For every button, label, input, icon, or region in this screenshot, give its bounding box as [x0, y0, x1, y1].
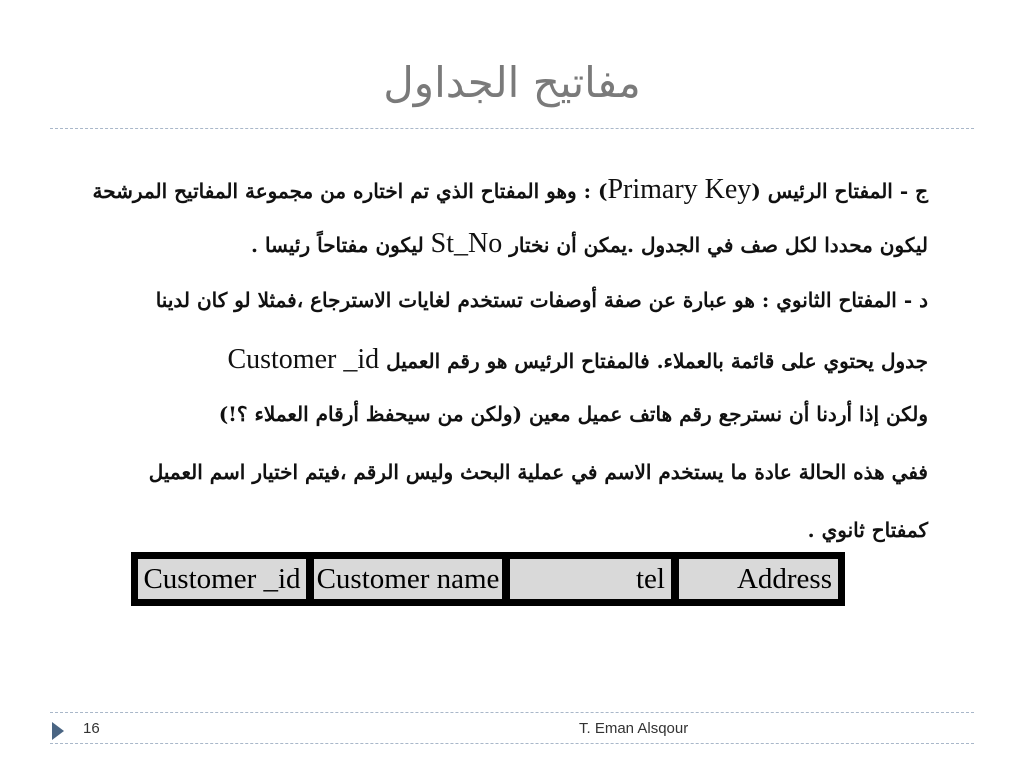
text-line-5: ولكن إذا أردنا أن نسترجع رقم هاتف عميل معين (ولكن من سيحفظ أرقام العملاء ؟!) — [218, 402, 928, 426]
text-line-4 — [88, 346, 928, 374]
line2-english: St_No — [430, 228, 503, 259]
customer-table — [131, 552, 845, 606]
line1-suffix: ) : وهو المفتاح الذي تم اختاره من مجموعة المفاتيح المرشحة — [92, 179, 608, 203]
line1-prefix: ج - المفتاح الرئيس ( — [751, 179, 928, 203]
text-line-6: ففي هذه الحالة عادة ما يستخدم الاسم في عملية البحث وليس الرقم ،فيتم اختيار اسم العميل — [148, 460, 928, 484]
table-header-cell: Customer _id — [136, 557, 308, 601]
text-line-3: د - المفتاح الثانوي : هو عبارة عن صفة أوصفات تستخدم لغايات الاسترجاع ،فمثلا لو كان لدينا — [155, 288, 928, 312]
page-number: 16 — [83, 720, 100, 737]
play-arrow-icon — [52, 722, 64, 740]
line4-prefix: جدول يحتوي على قائمة بالعملاء. فالمفتاح الرئيس هو رقم العميل — [386, 349, 928, 373]
footer-author: T. Eman Alsqour — [579, 720, 689, 737]
line1-english: Primary Key — [607, 174, 752, 205]
line4-english: Customer _id — [227, 344, 380, 375]
footer-divider-top — [50, 712, 974, 713]
title-divider — [50, 128, 974, 129]
table-header-cell: Address — [677, 557, 840, 601]
table-header-cell: tel — [508, 557, 673, 601]
slide-title: مفاتيح الجداول — [383, 58, 641, 107]
line2-prefix: ليكون محددا لكل صف في الجدول .يمكن أن نختار — [509, 233, 928, 257]
text-line-1 — [88, 176, 928, 204]
text-line-2 — [88, 230, 928, 258]
line2-suffix: ليكون مفتاحاً رئيسا . — [251, 233, 424, 257]
footer-divider-bottom — [50, 743, 974, 744]
table-header-cell: Customer name — [312, 557, 504, 601]
text-line-7: كمفتاح ثانوي . — [807, 518, 928, 542]
